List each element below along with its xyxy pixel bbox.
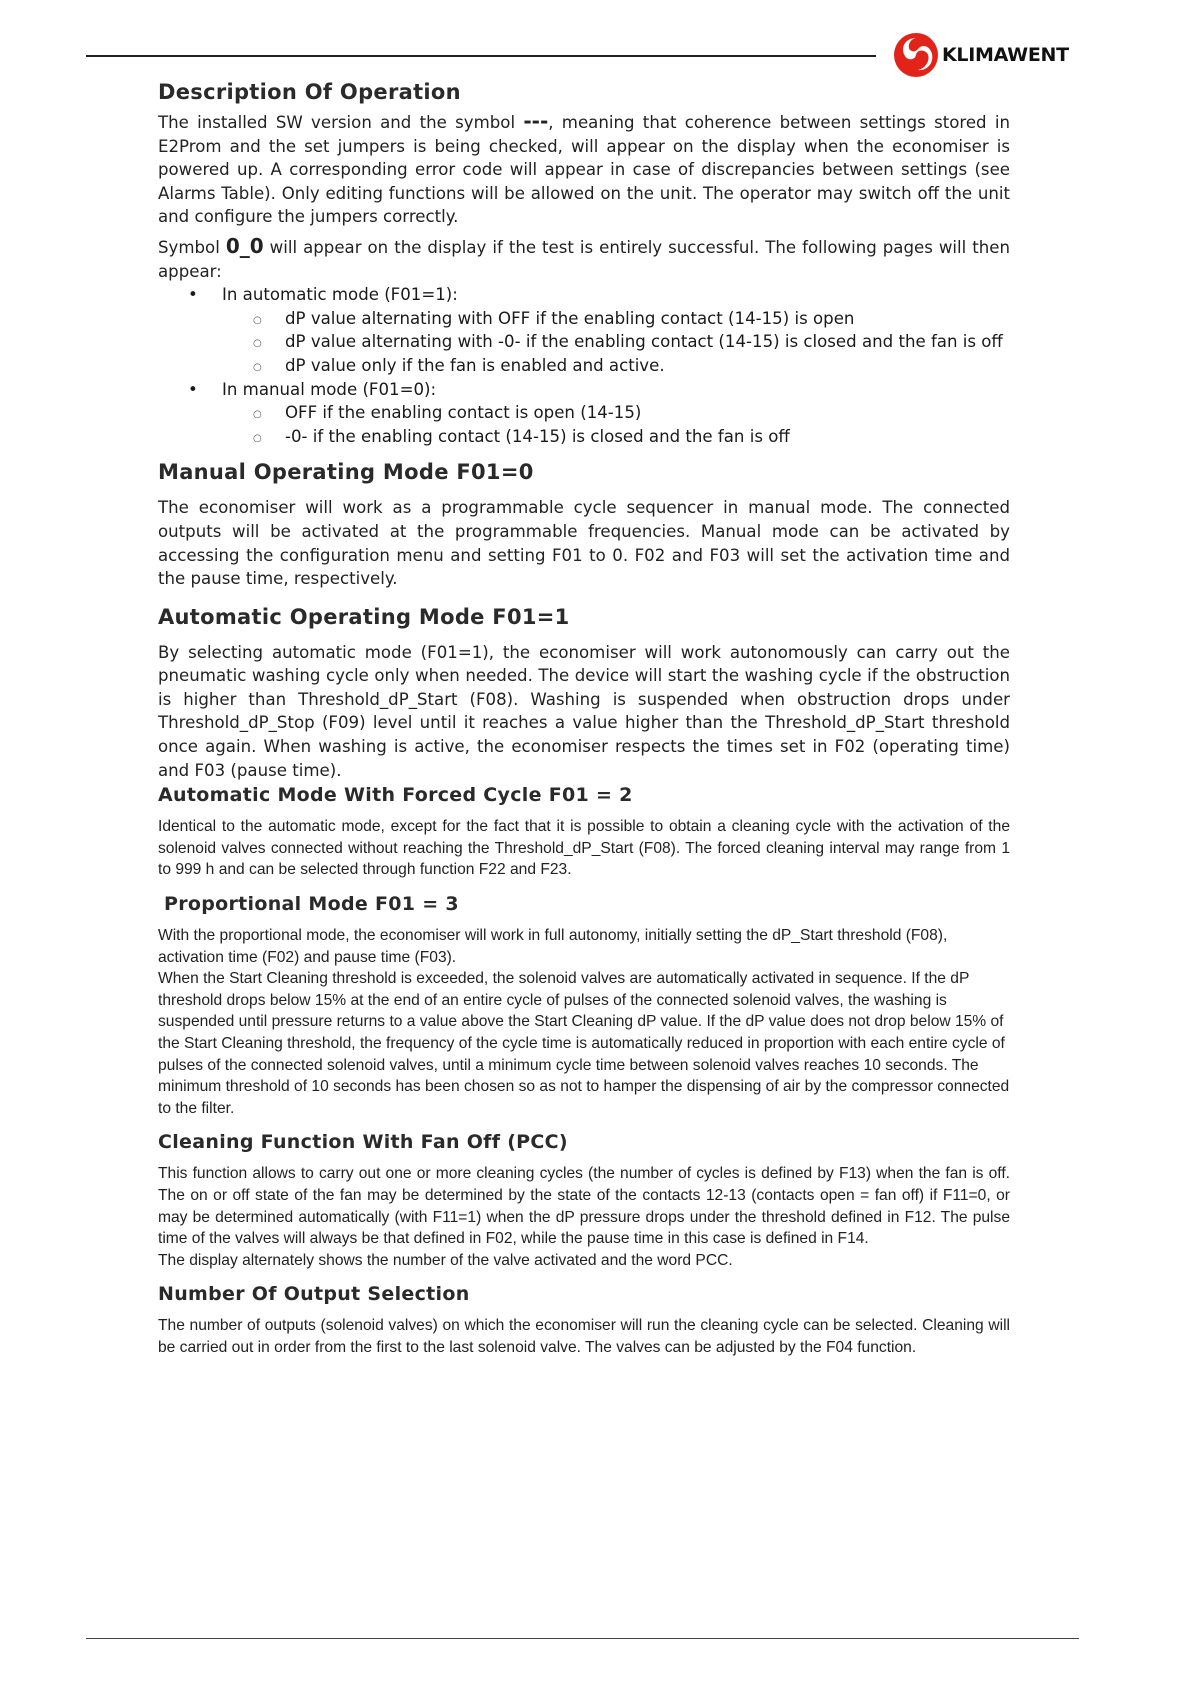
section-title-proportional: Proportional Mode F01 = 3	[164, 893, 459, 916]
section-title-outputs: Number Of Output Selection	[158, 1283, 470, 1306]
brand-logo	[893, 32, 1069, 78]
automatic-paragraph: By selecting automatic mode (F01=1), the economiser will work autonomously can carry out the pneumatic washing cycle only when needed. The device will start the washing cycle if the obstruction is higher than Threshold_dP_Start (F08). Washing is suspended when obstruction drops under Threshold_dP_Stop (F09) level until it reaches a value higher than the Threshold_dP_Start threshold once again. When washing is active, the economiser respects the times set in F02 (operating time) and F03 (pause time).	[158, 642, 1010, 780]
section-title-manual: Manual Operating Mode F01=0	[158, 460, 534, 485]
brand-name: KLIMAWENT	[942, 44, 1069, 66]
list-item-automatic: • In automatic mode (F01=1):	[158, 283, 1010, 307]
list-item: ○ dP value alternating with -0- if the enabling contact (14-15) is closed and the fan is off	[158, 330, 1010, 354]
footer-rule	[86, 1638, 1079, 1639]
page-content	[158, 80, 1010, 1359]
list-item: ○ -0- if the enabling contact (14-15) is closed and the fan is off	[158, 425, 1010, 449]
section-title-description: Description Of Operation	[158, 80, 461, 104]
section-title-automatic: Automatic Operating Mode F01=1	[158, 604, 570, 629]
outputs-paragraph: The number of outputs (solenoid valves) on which the economiser will run the cleaning cycle can be selected. Cleaning will be carried out in order from the first to the last solenoid valve. The valves can be adjusted by the F04 function.	[158, 1317, 1010, 1356]
success-symbol: 0_0	[225, 233, 264, 258]
mode-list	[158, 283, 1010, 448]
forced-paragraph: Identical to the automatic mode, except for the fact that it is possible to obtain a cleaning cycle with the activation of the solenoid valves connected without reaching the Threshold_dP_Start (F08). The forced cleaning interval may range from 1 to 999 h and can be selected through function F22 and F23.	[158, 818, 1010, 879]
list-item-manual: • In manual mode (F01=0):	[158, 378, 1010, 402]
pcc-paragraph-1: This function allows to carry out one or more cleaning cycles (the number of cycles is defined by F13) when the fan is off. The on or off state of the fan may be determined by the state of the contacts 12-13 (contacts open = fan off) if F11=0, or may be determined automatically (with F11=1) when the dP pressure drops under the threshold defined in F12. The pulse time of the valves will always be that defined in F02, while the pause time in this case is defined in F14.	[158, 1165, 1010, 1248]
list-item: ○ dP value alternating with OFF if the enabling contact (14-15) is open	[158, 307, 1010, 331]
list-item: ○ dP value only if the fan is enabled and active.	[158, 354, 1010, 378]
proportional-paragraph-2: When the Start Cleaning threshold is exceeded, the solenoid valves are automatically activated in sequence. If the dP threshold drops below 15% at the end of an entire cycle of pulses of the connected solenoid valves, the washing is suspended until pressure returns to a value above the Start Cleaning dP value. If the dP value does not drop below 15% of the Start Cleaning threshold, the frequency of the cycle time is automatically reduced in proportion with each entire cycle of pulses of the connected solenoid valves, until a minimum cycle time between solenoid valves reaches 10 seconds. The minimum threshold of 10 seconds has been chosen so as not to hamper the dispensing of air by the compressor connected to the filter.	[158, 970, 1010, 1117]
checking-symbol: ---	[523, 109, 549, 133]
manual-paragraph: The economiser will work as a programmable cycle sequencer in manual mode. The connected outputs will be activated at the programmable frequencies. Manual mode can be activated by accessing the configuration menu and setting F01 to 0. F02 and F03 will set the activation time and the pause time, respectively.	[158, 498, 1010, 589]
section-title-forced: Automatic Mode With Forced Cycle F01 = 2	[158, 784, 633, 807]
description-paragraph-2: Symbol 0_0 will appear on the display if the test is entirely successful. The following pages will then appear:	[158, 233, 1011, 281]
header-rule	[86, 55, 876, 57]
section-title-pcc: Cleaning Function With Fan Off (PCC)	[158, 1131, 568, 1154]
pcc-paragraph-2: The display alternately shows the number of the valve activated and the word PCC.	[158, 1251, 733, 1269]
list-item: ○ OFF if the enabling contact is open (14-15)	[158, 401, 1010, 425]
proportional-paragraph-1: With the proportional mode, the economiser will work in full autonomy, initially setting the dP_Start threshold (F08), activation time (F02) and pause time (F03).	[158, 927, 948, 966]
swirl-logo-icon	[893, 32, 939, 78]
description-paragraph-1: The installed SW version and the symbol ---, meaning that coherence between settings stored in E2Prom and the set jumpers is being checked, will appear on the display when the economiser is powered up. A corresponding error code will appear in case of discrepancies between settings (see Alarms Table). Only editing functions will be allowed on the unit. The operator may switch off the unit and configure the jumpers correctly.	[158, 109, 1010, 227]
